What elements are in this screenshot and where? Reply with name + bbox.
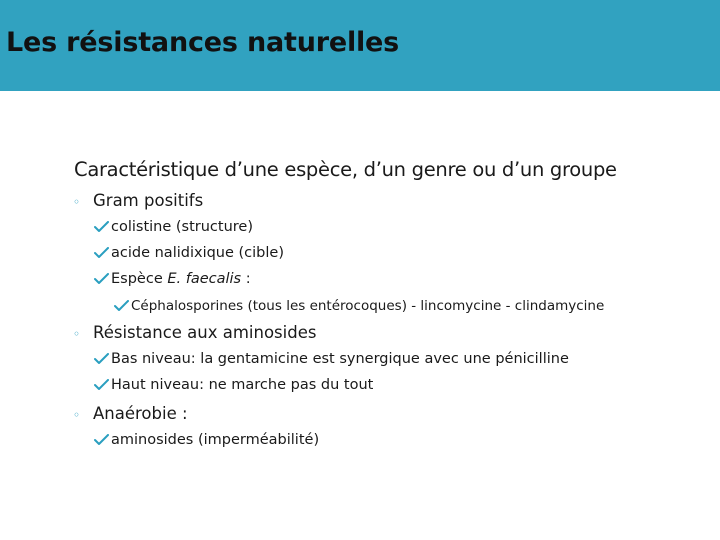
check-mark-icon [94,377,111,393]
circle-bullet-icon: ◦ [73,408,81,422]
item-text: Céphalosporines (tous les entérocoques) - lincomycine - clindamycine [131,298,605,314]
aminosides-label: Résistance aux aminosides [93,323,317,342]
gram-positifs-label: Gram positifs [93,191,204,210]
bullet-heading [52,158,617,181]
item-text: acide nalidixique (cible) [111,245,284,261]
check-mark-icon [94,271,111,287]
check-mark-icon [94,245,111,261]
bullet-gram-positifs [73,191,203,210]
item-text: colistine (structure) [111,219,254,235]
species-name: E. faecalis [167,271,242,287]
circle-bullet-icon: ◦ [73,327,81,341]
bullet-aminosides [73,323,316,342]
item-text: Haut niveau: ne marche pas du tout [111,377,374,393]
espece-suffix: : [241,271,251,287]
espece-prefix: Espèce [111,271,168,287]
heading-text: Caractéristique d’une espèce, d’un genre ou d’un groupe [74,158,617,181]
item-text: aminosides (imperméabilité) [111,432,320,448]
anaerobie-label: Anaérobie : [93,404,188,423]
check-mark-icon [114,298,131,314]
circle-bullet-icon: ◦ [73,195,81,209]
check-mark-icon [94,432,111,448]
list-item [114,298,604,314]
slide-title: Les résistances naturelles [6,27,400,58]
list-item [94,245,284,261]
list-item [94,219,253,235]
list-item [94,271,251,287]
list-item [94,377,373,393]
list-item [94,432,319,448]
item-text: Bas niveau: la gentamicine est synergique avec une pénicilline [111,351,569,367]
check-mark-icon [94,219,111,235]
bullet-anaerobie [73,404,188,423]
list-item [94,351,569,367]
check-mark-icon [94,351,111,367]
